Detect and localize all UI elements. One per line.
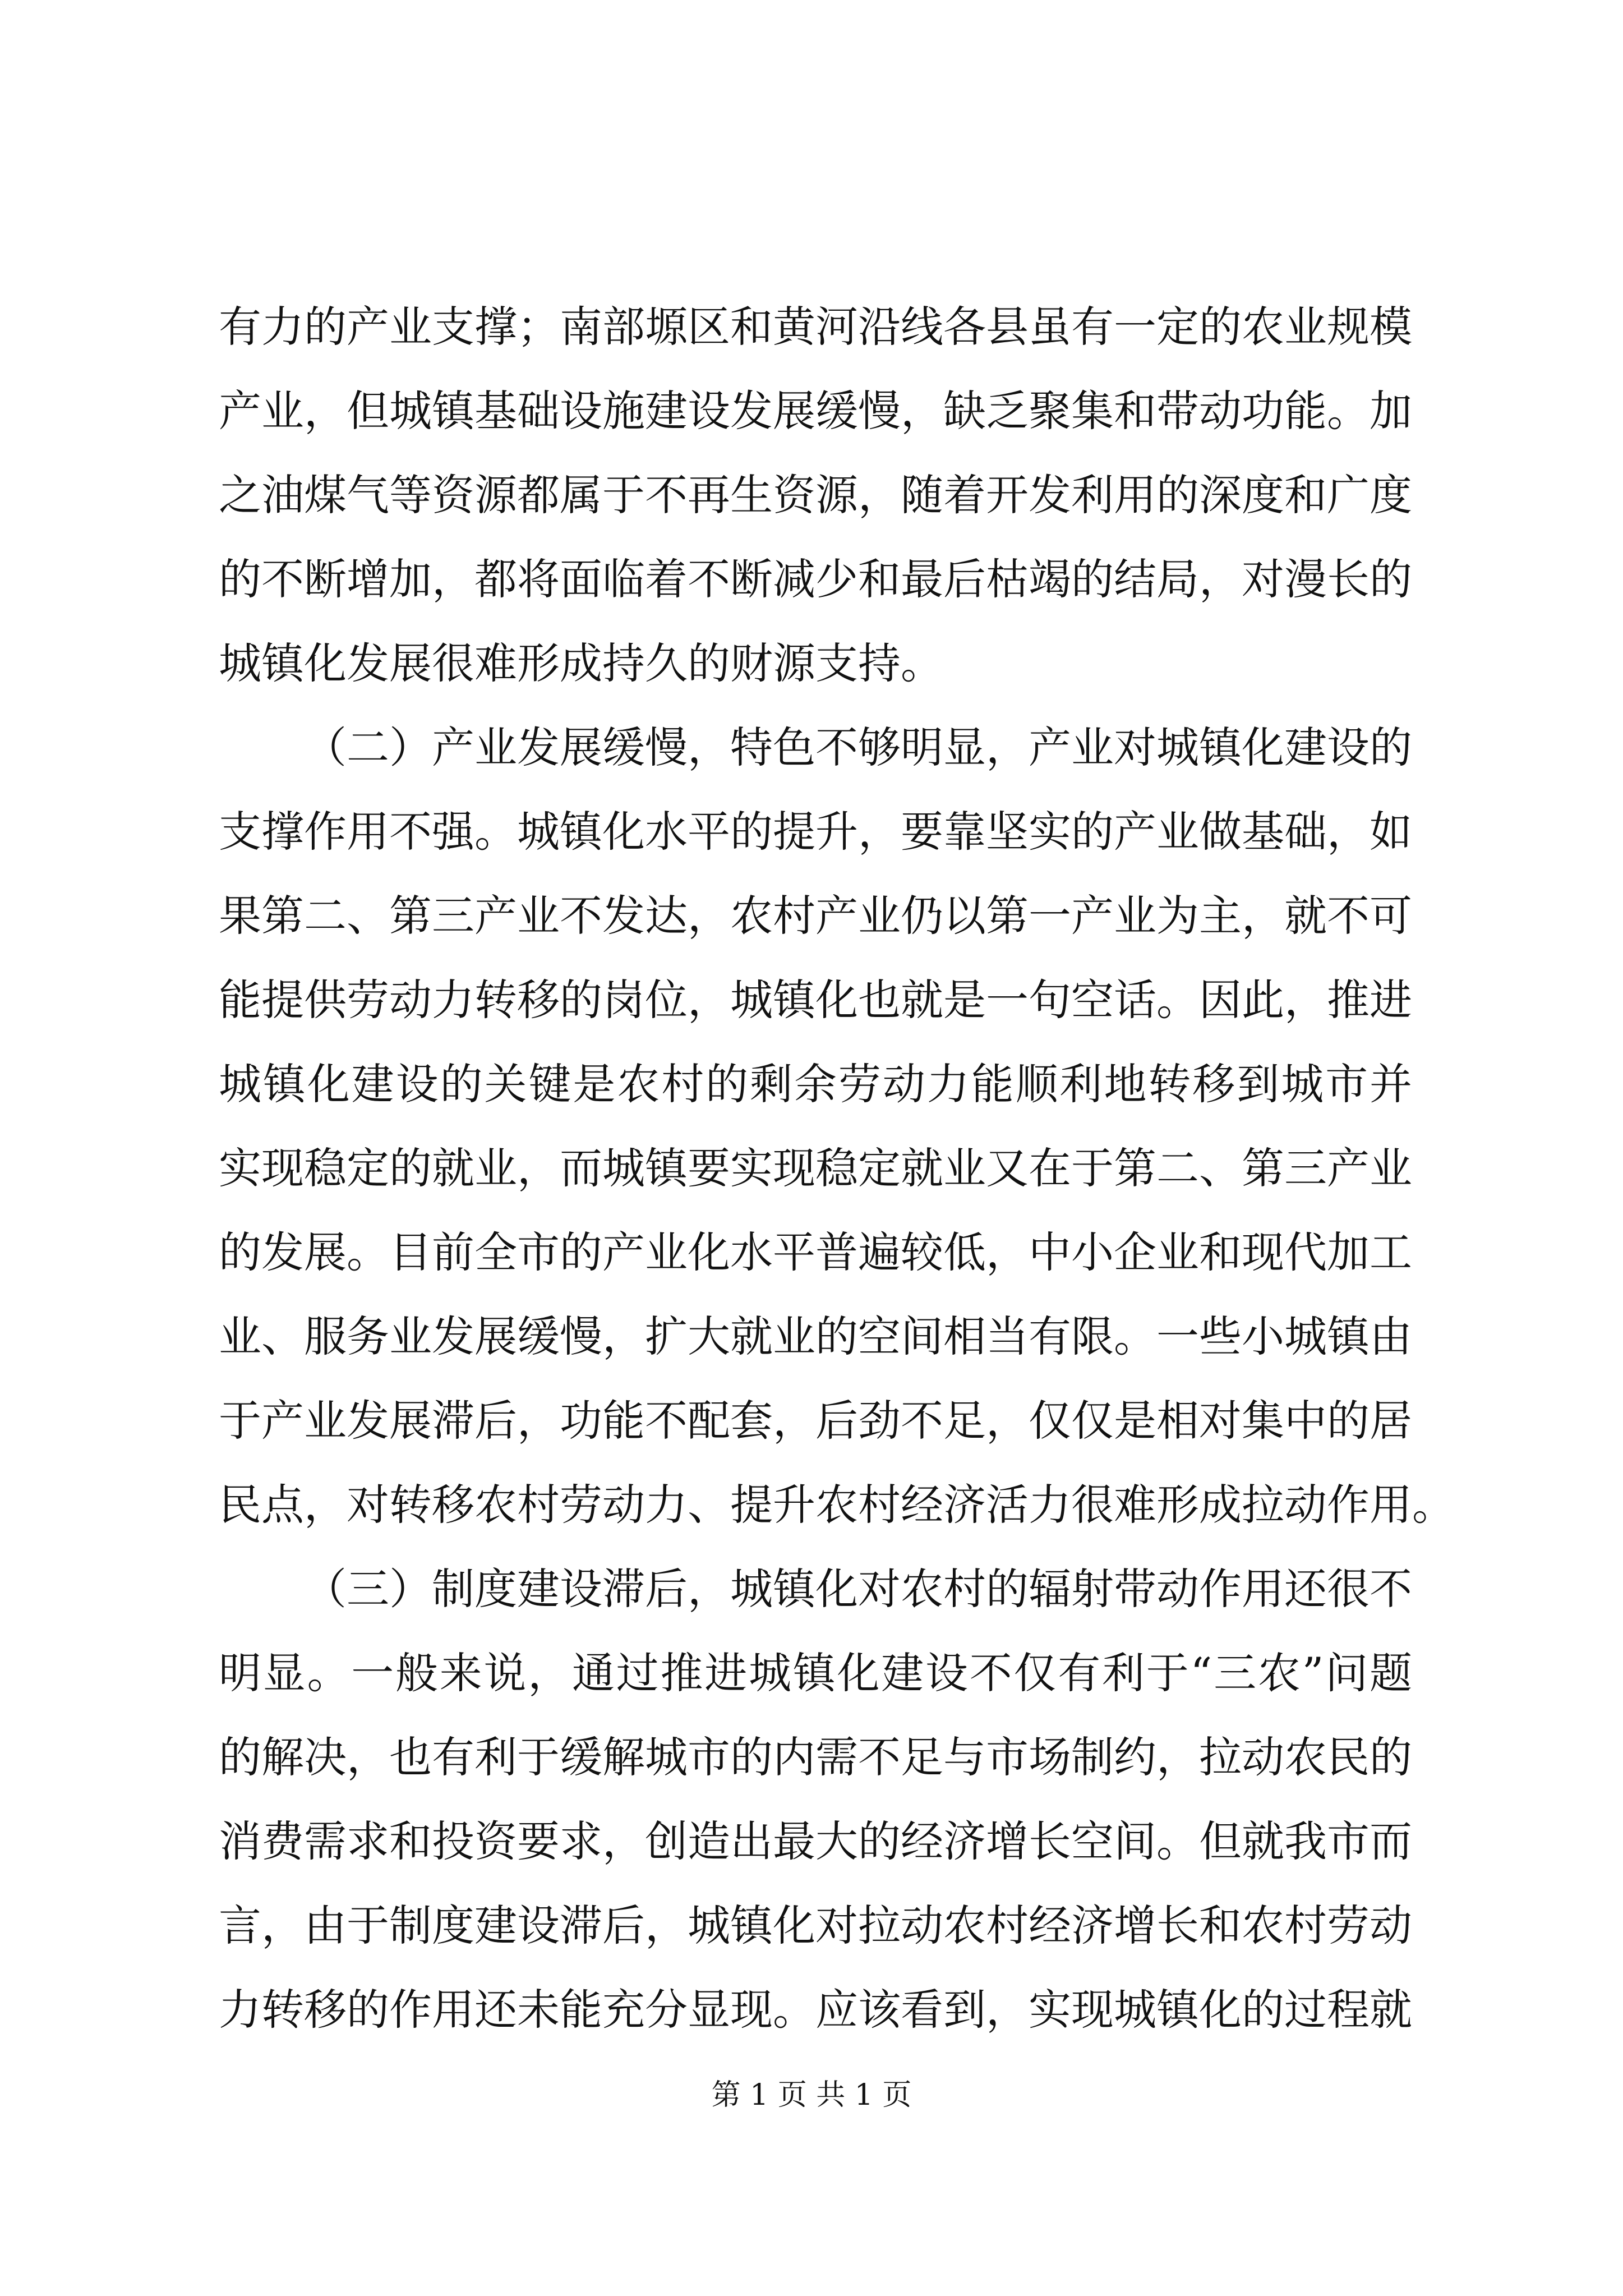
text-line: 言，由于制度建设滞后，城镇化对拉动农村经济增长和农村劳动 — [219, 1901, 1412, 1950]
text-line: 的发展。目前全市的产业化水平普遍较低，中小企业和现代加工 — [219, 1227, 1412, 1277]
text-line: 产业，但城镇基础设施建设发展缓慢，缺乏聚集和带动功能。加 — [219, 386, 1412, 436]
text-line: 的解决，也有利于缓解城市的内需不足与市场制约，拉动农民的 — [219, 1732, 1412, 1782]
text-line: 城镇化发展很难形成持久的财源支持。 — [219, 638, 943, 688]
text-line: 能提供劳动力转移的岗位，城镇化也就是一句空话。因此，推进 — [219, 975, 1412, 1025]
section-heading-line: （二）产业发展缓慢，特色不够明显，产业对城镇化建设的 — [304, 723, 1412, 772]
text-line: 业、服务业发展缓慢，扩大就业的空间相当有限。一些小城镇由 — [219, 1312, 1412, 1361]
section-heading-line: （三）制度建设滞后，城镇化对农村的辐射带动作用还很不 — [304, 1564, 1412, 1614]
text-line: 实现稳定的就业，而城镇要实现稳定就业又在于第二、第三产业 — [219, 1143, 1412, 1193]
text-line: 之油煤气等资源都属于不再生资源，随着开发利用的深度和广度 — [219, 470, 1412, 520]
text-line: 城镇化建设的关键是农村的剩余劳动力能顺利地转移到城市并 — [219, 1059, 1412, 1109]
text-line: 力转移的作用还未能充分显现。应该看到，实现城镇化的过程就 — [219, 1985, 1412, 2035]
page-footer: 第 1 页 共 1 页 — [711, 2078, 912, 2112]
text-line: 有力的产业支撑；南部塬区和黄河沿线各县虽有一定的农业规模 — [219, 302, 1412, 352]
body-text — [219, 285, 1455, 2052]
text-line: 支撑作用不强。城镇化水平的提升，要靠坚实的产业做基础，如 — [219, 807, 1412, 857]
text-line: 于产业发展滞后，功能不配套，后劲不足，仅仅是相对集中的居 — [219, 1396, 1412, 1446]
text-line: 民点，对转移农村劳动力、提升农村经济活力很难形成拉动作用。 — [219, 1480, 1455, 1530]
text-line: 的不断增加，都将面临着不断减少和最后枯竭的结局，对漫长的 — [219, 554, 1412, 604]
text-line: 明显。一般来说，通过推进城镇化建设不仅有利于“三农”问题 — [219, 1648, 1412, 1698]
text-line: 果第二、第三产业不发达，农村产业仍以第一产业为主，就不可 — [219, 891, 1412, 941]
text-line: 消费需求和投资要求，创造出最大的经济增长空间。但就我市而 — [219, 1816, 1412, 1866]
